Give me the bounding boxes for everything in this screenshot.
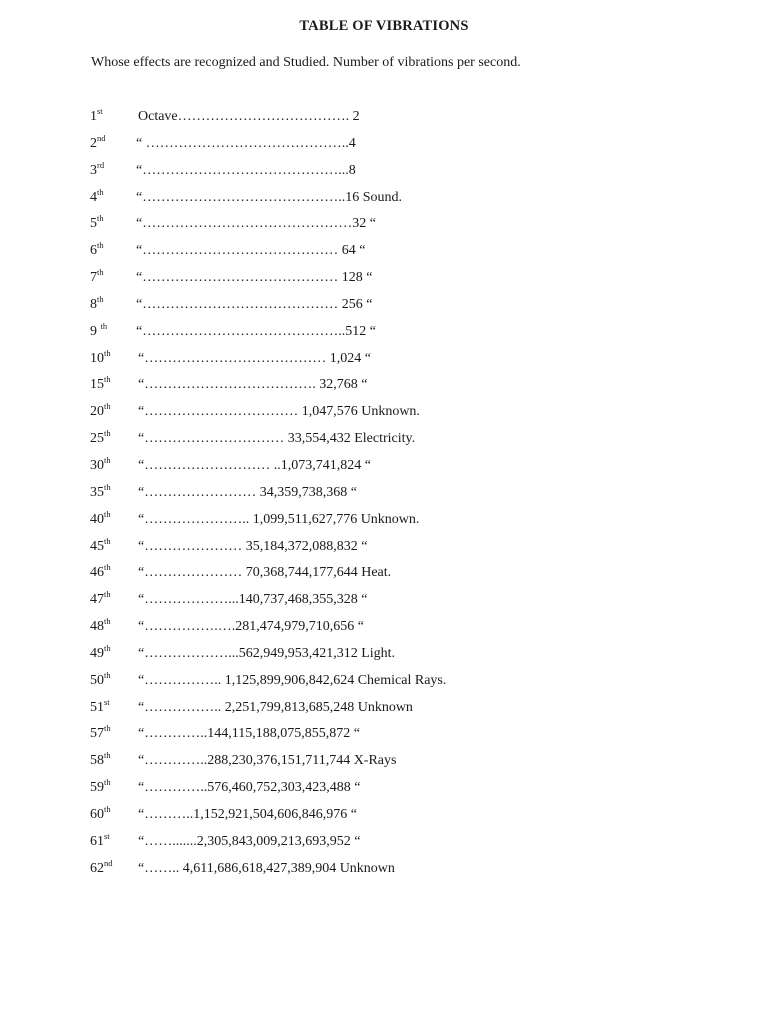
vibration-entry: “………………….. 1,099,511,627,776 Unknown.: [138, 511, 420, 527]
ordinal-number: 2: [90, 135, 97, 151]
ordinal-suffix: th: [104, 401, 111, 412]
octave-ordinal: [90, 617, 111, 637]
table-row: [0, 859, 768, 886]
table-row: [0, 644, 768, 671]
octave-ordinal: [90, 295, 104, 315]
ordinal-suffix: nd: [104, 857, 113, 868]
table-row: [0, 537, 768, 564]
table-row: [0, 456, 768, 483]
ordinal-number: 4: [90, 189, 97, 205]
ordinal-number: 62: [90, 860, 104, 876]
ordinal-number: 46: [90, 565, 104, 581]
vibration-entry: “…………..288,230,376,151,711,744 X-Rays: [138, 753, 397, 769]
vibration-entry: “………………...140,737,468,355,328 “: [138, 592, 368, 608]
ordinal-suffix: th: [104, 347, 111, 358]
vibration-entry: “ ……………………………………..4: [136, 135, 356, 151]
octave-ordinal: [90, 214, 104, 234]
octave-ordinal: [90, 241, 104, 261]
octave-ordinal: [90, 161, 104, 181]
ordinal-suffix: th: [104, 642, 111, 653]
ordinal-suffix: th: [104, 374, 111, 385]
ordinal-suffix: th: [104, 428, 111, 439]
table-row: [0, 724, 768, 751]
vibration-entry: Octave………………………………. 2: [138, 109, 360, 124]
octave-ordinal: [90, 134, 106, 154]
ordinal-number: 40: [90, 511, 104, 527]
octave-ordinal: [90, 188, 104, 208]
octave-ordinal: [90, 510, 111, 530]
octave-ordinal: [90, 268, 104, 288]
vibration-entry: “…………….….281,474,979,710,656 “: [138, 619, 364, 635]
ordinal-number: 48: [90, 619, 104, 635]
ordinal-suffix: st: [97, 106, 103, 116]
vibration-entry: “…………….. 1,125,899,906,842,624 Chemical Rays.: [138, 672, 447, 688]
vibration-entry: “…….......2,305,843,009,213,693,952 “: [138, 833, 361, 849]
table-row: [0, 483, 768, 510]
ordinal-suffix: th: [104, 589, 111, 600]
table-row: [0, 671, 768, 698]
ordinal-suffix: th: [104, 562, 111, 573]
vibration-entry: “…………………………………… 128 “: [136, 270, 373, 286]
ordinal-number: 50: [90, 672, 104, 688]
ordinal-number: 15: [90, 377, 104, 393]
table-row: [0, 698, 768, 725]
octave-ordinal: [90, 537, 111, 557]
octave-ordinal: [90, 832, 110, 852]
ordinal-number: 35: [90, 484, 104, 500]
table-row: [0, 349, 768, 376]
ordinal-number: 49: [90, 645, 104, 661]
vibration-entry: “…………..576,460,752,303,423,488 “: [138, 780, 361, 796]
page-title: TABLE OF VIBRATIONS: [299, 18, 469, 34]
vibration-entry: “……………………………………...8: [136, 162, 356, 178]
ordinal-suffix: th: [97, 240, 104, 251]
vibration-entry: “…………….. 2,251,799,813,685,248 Unknown: [138, 699, 413, 715]
table-row: [0, 268, 768, 295]
octave-ordinal: [90, 429, 111, 449]
table-row: [0, 563, 768, 590]
octave-ordinal: [90, 375, 111, 395]
ordinal-suffix: th: [104, 454, 111, 465]
ordinal-number: 61: [90, 833, 104, 849]
ordinal-suffix: nd: [97, 132, 106, 143]
octave-ordinal: [90, 724, 111, 744]
ordinal-suffix: th: [104, 750, 111, 761]
vibration-entry: “……………………………………..512 “: [136, 323, 376, 339]
ordinal-number: 5: [90, 216, 97, 232]
ordinal-suffix: st: [104, 696, 110, 707]
table-row: [0, 429, 768, 456]
vibration-entry: “………………………………. 32,768 “: [138, 377, 368, 393]
ordinal-number: 60: [90, 806, 104, 822]
table-row: [0, 295, 768, 322]
ordinal-suffix: th: [97, 186, 104, 197]
table-row: [0, 778, 768, 805]
ordinal-suffix: th: [104, 777, 111, 788]
table-row: [0, 188, 768, 215]
ordinal-number: 7: [90, 270, 97, 286]
table-row: [0, 805, 768, 832]
table-row: [0, 241, 768, 268]
table-row: [0, 214, 768, 241]
octave-ordinal: [90, 859, 113, 879]
ordinal-number: 3: [90, 162, 97, 178]
ordinal-number: 45: [90, 538, 104, 554]
vibration-entry: “……………………… ..1,073,741,824 “: [138, 457, 371, 473]
octave-ordinal: [90, 805, 111, 825]
ordinal-suffix: th: [97, 293, 104, 304]
vibration-entry: “………………………………… 1,024 “: [138, 350, 371, 366]
intro-text: Whose effects are recognized and Studied. Number of vibrations per second.: [91, 55, 521, 70]
table-row: [0, 322, 768, 349]
table-row: [0, 375, 768, 402]
ordinal-suffix: rd: [97, 159, 105, 170]
ordinal-suffix: th: [104, 616, 111, 627]
octave-ordinal: [90, 563, 111, 583]
ordinal-number: 30: [90, 457, 104, 473]
ordinal-number: 1: [90, 109, 97, 124]
vibration-table: [0, 107, 768, 885]
octave-ordinal: [90, 590, 111, 610]
table-row: [0, 134, 768, 161]
table-row: [0, 510, 768, 537]
table-row: [0, 832, 768, 859]
table-row: [0, 161, 768, 188]
ordinal-suffix: th: [97, 267, 104, 278]
vibration-entry: “………..1,152,921,504,606,846,976 “: [138, 806, 357, 822]
vibration-entry: “………………………………………32 “: [136, 216, 376, 232]
octave-ordinal: [90, 456, 111, 476]
octave-ordinal: [90, 644, 111, 664]
ordinal-suffix: th: [97, 213, 104, 224]
ordinal-suffix: th: [104, 803, 111, 814]
vibration-entry: “…………………………………… 256 “: [136, 296, 373, 312]
vibration-entry: “………………...562,949,953,421,312 Light.: [138, 645, 396, 661]
octave-ordinal: [90, 402, 111, 422]
ordinal-number: 58: [90, 753, 104, 769]
table-row: [0, 107, 768, 134]
table-row: [0, 402, 768, 429]
ordinal-suffix: st: [104, 830, 110, 841]
octave-ordinal: [90, 107, 103, 127]
octave-ordinal: [90, 698, 110, 718]
ordinal-number: 9: [90, 323, 101, 339]
ordinal-number: 57: [90, 726, 104, 742]
vibration-entry: “…………..144,115,188,075,855,872 “: [138, 726, 360, 742]
ordinal-number: 6: [90, 243, 97, 259]
ordinal-number: 25: [90, 431, 104, 447]
ordinal-suffix: th: [104, 535, 111, 546]
vibration-entry: “……………………………………..16 Sound.: [136, 189, 402, 205]
ordinal-suffix: th: [100, 320, 108, 331]
table-row: [0, 751, 768, 778]
vibration-entry: “…….. 4,611,686,618,427,389,904 Unknown: [138, 860, 395, 876]
ordinal-number: 47: [90, 592, 104, 608]
vibration-entry: “………………… 70,368,744,177,644 Heat.: [138, 565, 392, 581]
table-row: [0, 617, 768, 644]
ordinal-suffix: th: [104, 508, 111, 519]
ordinal-number: 8: [90, 296, 97, 312]
octave-ordinal: [90, 349, 111, 369]
ordinal-number: 20: [90, 404, 104, 420]
table-row: [0, 590, 768, 617]
ordinal-suffix: th: [104, 723, 111, 734]
octave-ordinal: [90, 483, 111, 503]
ordinal-suffix: th: [104, 481, 111, 492]
ordinal-number: 10: [90, 350, 104, 366]
vibration-entry: “…………………………………… 64 “: [136, 243, 366, 259]
octave-ordinal: [90, 778, 111, 798]
ordinal-number: 51: [90, 699, 104, 715]
vibration-entry: “…………………… 34,359,738,368 “: [138, 484, 357, 500]
vibration-entry: “………………… 35,184,372,088,832 “: [138, 538, 368, 554]
ordinal-number: 59: [90, 780, 104, 796]
octave-ordinal: [90, 322, 107, 342]
octave-ordinal: [90, 751, 111, 771]
ordinal-suffix: th: [104, 669, 111, 680]
octave-ordinal: [90, 671, 111, 691]
vibration-entry: “…………………………… 1,047,576 Unknown.: [138, 404, 420, 420]
vibration-entry: “………………………… 33,554,432 Electricity.: [138, 431, 416, 447]
